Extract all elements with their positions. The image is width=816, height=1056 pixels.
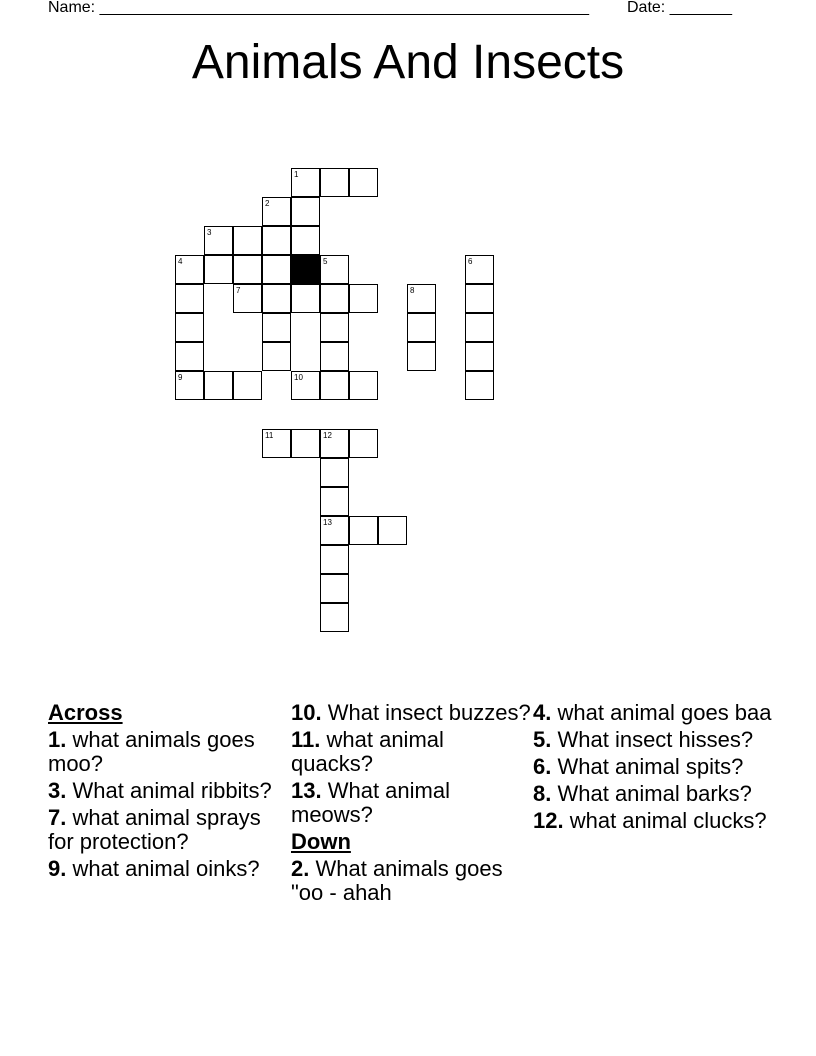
clue-down-2 xyxy=(291,857,531,905)
crossword-cell[interactable] xyxy=(349,168,378,197)
clue-text: What animal ribbits? xyxy=(72,778,272,803)
crossword-cell[interactable] xyxy=(465,284,494,313)
page-title: Animals And Insects xyxy=(191,36,625,89)
clue-text: What animal spits? xyxy=(557,754,744,779)
clue-down-5 xyxy=(533,728,773,752)
crossword-cell[interactable] xyxy=(175,342,204,371)
clue-text: what animal goes baa xyxy=(557,700,772,725)
crossword-cell[interactable] xyxy=(465,371,494,400)
cell-number: 5 xyxy=(323,257,328,266)
crossword-cell[interactable] xyxy=(349,284,378,313)
clue-number: 9. xyxy=(48,856,67,881)
clue-across-7 xyxy=(48,806,288,854)
clue-across-11 xyxy=(291,728,531,776)
cell-number: 1 xyxy=(294,170,299,179)
crossword-cell[interactable] xyxy=(204,371,233,400)
crossword-cell[interactable] xyxy=(378,516,407,545)
clue-number: 7. xyxy=(48,805,67,830)
cell-number: 2 xyxy=(265,199,270,208)
crossword-cell[interactable] xyxy=(262,226,291,255)
clue-column-1 xyxy=(48,701,288,884)
clue-text: What insect buzzes? xyxy=(327,700,531,725)
crossword-cell[interactable] xyxy=(262,197,291,226)
crossword-cell[interactable] xyxy=(320,487,349,516)
crossword-cell[interactable] xyxy=(262,255,291,284)
crossword-cell[interactable] xyxy=(320,574,349,603)
crossword-cell[interactable] xyxy=(291,168,320,197)
crossword-cell[interactable] xyxy=(465,342,494,371)
crossword-cell[interactable] xyxy=(175,313,204,342)
crossword-cell[interactable] xyxy=(320,168,349,197)
crossword-cell[interactable] xyxy=(407,342,436,371)
crossword-cell[interactable] xyxy=(262,342,291,371)
crossword-cell[interactable] xyxy=(233,284,262,313)
clue-text: what animal quacks? xyxy=(291,727,444,776)
clue-number: 2. xyxy=(291,856,310,881)
crossword-cell[interactable] xyxy=(291,284,320,313)
cell-number: 8 xyxy=(410,286,415,295)
cell-number: 4 xyxy=(178,257,183,266)
crossword-cell[interactable] xyxy=(349,429,378,458)
clue-across-9 xyxy=(48,857,288,881)
crossword-cell[interactable] xyxy=(320,429,349,458)
crossword-cell[interactable] xyxy=(262,429,291,458)
across-heading: Across xyxy=(48,700,123,725)
clue-across-10 xyxy=(291,701,531,725)
clue-across-13 xyxy=(291,779,531,827)
crossword-cell[interactable] xyxy=(320,371,349,400)
crossword-cell[interactable] xyxy=(320,458,349,487)
cell-number: 7 xyxy=(236,286,241,295)
crossword-cell[interactable] xyxy=(407,313,436,342)
clue-number: 10. xyxy=(291,700,322,725)
crossword-cell[interactable] xyxy=(175,284,204,313)
cell-number: 10 xyxy=(294,373,303,382)
crossword-black-cell xyxy=(291,255,320,284)
crossword-cell[interactable] xyxy=(320,313,349,342)
crossword-cell[interactable] xyxy=(291,429,320,458)
clue-across-3 xyxy=(48,779,288,803)
clue-number: 12. xyxy=(533,808,564,833)
clue-number: 13. xyxy=(291,778,322,803)
name-field-line: Name: _______________________________________________________ xyxy=(48,0,589,16)
crossword-cell[interactable] xyxy=(320,545,349,574)
clue-column-3 xyxy=(533,701,773,836)
crossword-cell[interactable] xyxy=(291,197,320,226)
down-heading: Down xyxy=(291,829,351,854)
clue-across-1 xyxy=(48,728,288,776)
clue-text: what animal clucks? xyxy=(569,808,767,833)
clue-text: What animal barks? xyxy=(557,781,752,806)
crossword-cell[interactable] xyxy=(291,371,320,400)
crossword-cell[interactable] xyxy=(262,313,291,342)
crossword-cell[interactable] xyxy=(465,255,494,284)
clue-text: What animals goes "oo - ahah xyxy=(291,856,503,905)
clue-text: what animal sprays for protection? xyxy=(48,805,261,854)
clue-text: what animal oinks? xyxy=(72,856,260,881)
crossword-cell[interactable] xyxy=(320,284,349,313)
crossword-cell[interactable] xyxy=(233,226,262,255)
clue-text: What insect hisses? xyxy=(557,727,754,752)
crossword-cell[interactable] xyxy=(262,284,291,313)
clue-number: 1. xyxy=(48,727,67,752)
crossword-cell[interactable] xyxy=(320,255,349,284)
crossword-cell[interactable] xyxy=(320,603,349,632)
cell-number: 13 xyxy=(323,518,332,527)
clue-number: 8. xyxy=(533,781,552,806)
crossword-cell[interactable] xyxy=(233,255,262,284)
cell-number: 12 xyxy=(323,431,332,440)
clue-number: 11. xyxy=(291,727,321,752)
cell-number: 11 xyxy=(265,431,274,440)
crossword-cell[interactable] xyxy=(175,255,204,284)
crossword-cell[interactable] xyxy=(204,226,233,255)
clue-number: 3. xyxy=(48,778,67,803)
date-field-line: Date: _______ xyxy=(627,0,732,16)
clue-down-12 xyxy=(533,809,773,833)
clue-number: 5. xyxy=(533,727,552,752)
crossword-cell[interactable] xyxy=(465,313,494,342)
cell-number: 9 xyxy=(178,373,183,382)
clue-column-2 xyxy=(291,701,531,908)
crossword-cell[interactable] xyxy=(291,226,320,255)
clue-number: 6. xyxy=(533,754,552,779)
cell-number: 3 xyxy=(207,228,212,237)
clue-text: What animal meows? xyxy=(291,778,450,827)
crossword-cell[interactable] xyxy=(320,342,349,371)
crossword-cell[interactable] xyxy=(349,516,378,545)
cell-number: 6 xyxy=(468,257,473,266)
crossword-cell[interactable] xyxy=(175,371,204,400)
crossword-cell[interactable] xyxy=(233,371,262,400)
crossword-cell[interactable] xyxy=(320,516,349,545)
crossword-cell[interactable] xyxy=(204,255,233,284)
clue-text: what animals goes moo? xyxy=(48,727,255,776)
clue-down-6 xyxy=(533,755,773,779)
clue-number: 4. xyxy=(533,700,552,725)
crossword-cell[interactable] xyxy=(407,284,436,313)
crossword-cell[interactable] xyxy=(349,371,378,400)
clue-down-4 xyxy=(533,701,773,725)
clue-down-8 xyxy=(533,782,773,806)
